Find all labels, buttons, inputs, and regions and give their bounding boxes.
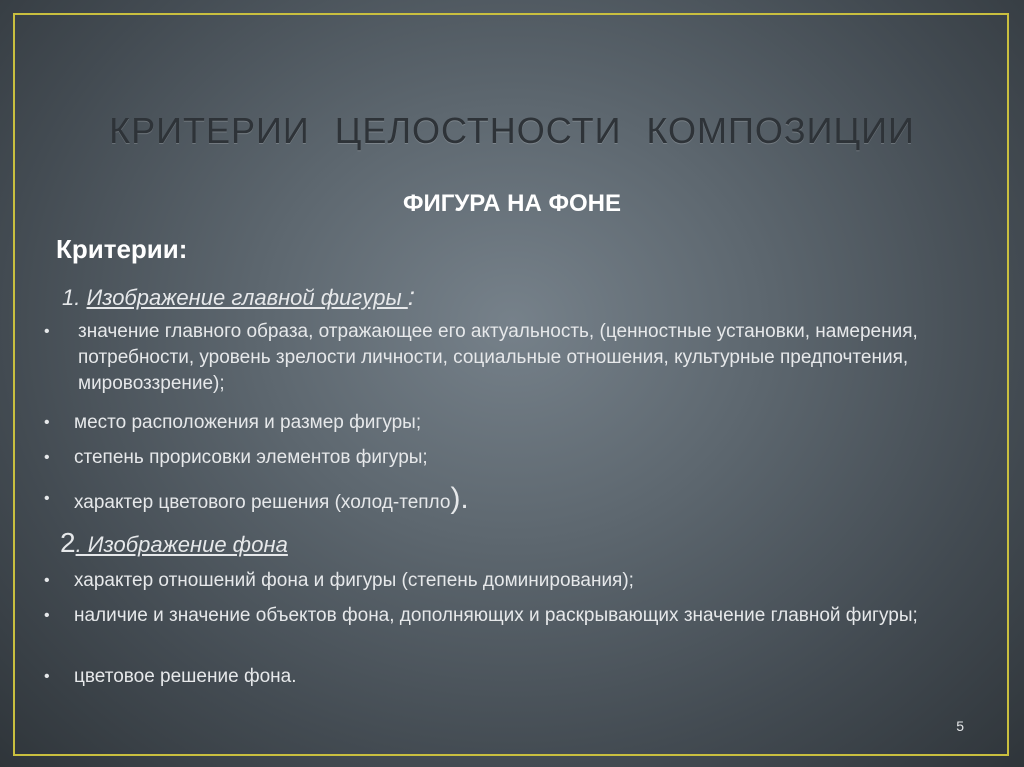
criteria-label: Критерии: [56,234,188,264]
bullet-icon: • [44,490,50,507]
list-item [44,319,964,397]
list-item-text: значение главного образа, отражающее его актуальность, (ценностные установки, намерения, потребности, уровень зрелости личности, социальные отношения, культурные предпочтения, мировоззрение); [78,321,918,394]
list-item-text: характер отношений фона и фигуры (степень доминирования); [74,570,634,591]
list-item [44,568,964,594]
slide-subtitle: ФИГУРА НА ФОНЕ [403,190,621,217]
bullet-icon: • [44,607,50,624]
list-item-text: наличие и значение объектов фона, дополняющих и раскрывающих значение главной фигуры; [74,605,918,626]
list-item [44,664,964,690]
section-1-number: 1. [62,285,81,310]
list-item [44,445,964,471]
bullet-icon: • [44,668,50,685]
list-item-text-main: характер цветового решения (холод-тепло [74,492,451,513]
bullet-icon: • [44,414,50,431]
bullet-icon: • [44,449,50,466]
section-2-number: 2 [60,527,76,558]
page-number: 5 [956,718,964,734]
list-item-text: место расположения и размер фигуры; [74,412,422,433]
section-1-title: Изображение главной фигуры [86,285,408,310]
list-item-text-tail: ). [450,482,469,515]
list-item-text [44,482,964,516]
section-1-heading [62,281,415,312]
section-2-heading [60,527,288,559]
list-item-text: степень прорисовки элементов фигуры; [74,447,428,468]
bullet-icon: • [44,323,50,340]
list-item [44,410,964,436]
list-item [44,482,964,516]
slide-title: КРИТЕРИИ ЦЕЛОСТНОСТИ КОМПОЗИЦИИ [109,110,915,151]
list-item [44,603,964,629]
section-2-title: . Изображение фона [75,532,288,557]
bullet-icon: • [44,572,50,589]
section-1-colon: : [407,281,415,311]
list-item-text: цветовое решение фона. [74,666,297,687]
